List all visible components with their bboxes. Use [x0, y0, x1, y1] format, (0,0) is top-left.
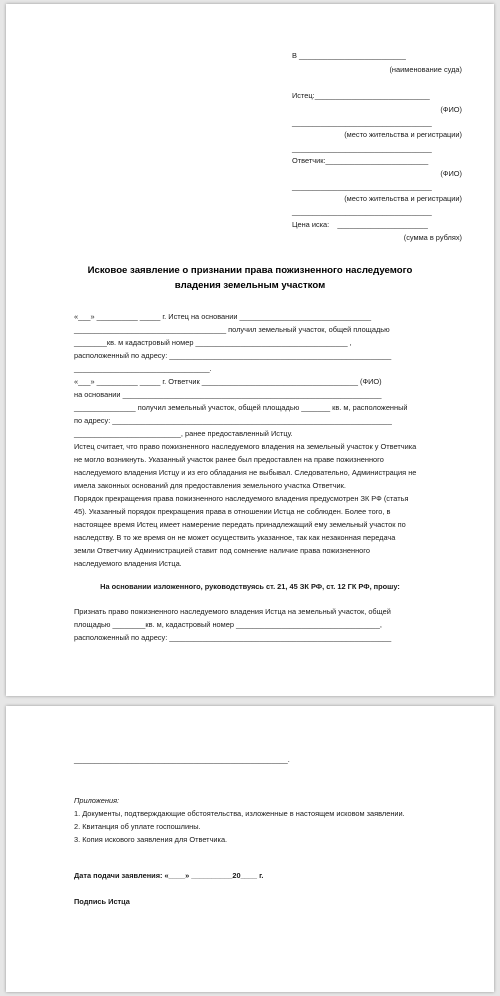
body-line: имела законных оснований для предоставления земельного участка Ответчик. — [74, 481, 346, 490]
document-title: Исковое заявление о признании права пожизненного наследуемого — [87, 265, 413, 276]
body-line: _______________ получил земельный участок, общей площадью _______ кв. м, расположенный — [74, 403, 408, 412]
plaintiff-line: Истец:____________________________ — [292, 91, 430, 100]
body-line: __________________________, ранее предоставленный Истцу. — [74, 429, 293, 438]
body-line: на основании _______________________________________________________________ — [74, 390, 382, 399]
defendant-line: Ответчик:_________________________ — [292, 156, 429, 165]
plaintiff-residence-caption: (место жительства и регистрации) — [344, 130, 462, 139]
body-line: «___» __________ _____ г. Истец на основании ________________________________ — [74, 312, 372, 321]
claim-price-line: Цена иска: ______________________ — [292, 220, 428, 229]
defendant-residence-caption: (место жительства и регистрации) — [344, 194, 462, 203]
body-line: Истец считает, что право пожизненного наследуемого владения на земельный участок у Ответчика — [74, 442, 417, 451]
continuation-line: ____________________________________________________. — [74, 755, 290, 764]
request-line: Признать право пожизненного наследуемого владения Истца на земельный участок, общей — [74, 607, 391, 616]
header-blank-line: __________________________________ — [292, 207, 432, 216]
header-blank-line: __________________________________ — [292, 118, 432, 127]
document-page-2 — [6, 706, 494, 992]
body-line: _____________________________________ получил земельный участок, общей площадью — [74, 325, 390, 334]
attachments-title: Приложения: — [74, 796, 120, 805]
body-line: «___» __________ _____ г. Ответчик ______________________________________ (ФИО) — [74, 377, 382, 386]
header-blank-line: __________________________________ — [292, 182, 432, 191]
request-line: площадью ________кв. м, кадастровый номер ___________________________________, — [74, 620, 382, 629]
attachment-item: 1. Документы, подтверждающие обстоятельства, изложенные в настоящем исковом заявлении. — [74, 809, 405, 818]
header-blank-line: __________________________________ — [292, 144, 432, 153]
body-line: наследству. В то же время он не может осуществить указанное, так как незаконная передача — [74, 533, 396, 542]
body-line: Порядок прекращения права пожизненного наследуемого владения предусмотрен ЗК РФ (статья — [74, 494, 409, 503]
plaintiff-signature: Подпись Истца — [74, 897, 130, 906]
court-line: В __________________________ — [292, 51, 406, 60]
defendant-fio-caption: (ФИО) — [440, 169, 462, 178]
body-line: 45). Указанный порядок прекращения права в отношении Истца не соблюден. Более того, в — [74, 507, 391, 516]
body-line: земли Ответчику Администрацией ставит под сомнение наличие права пожизненного — [74, 546, 370, 555]
court-caption: (наименование суда) — [389, 65, 462, 74]
claim-price-caption: (сумма в рублях) — [403, 233, 462, 242]
document-page-1 — [6, 4, 494, 696]
body-line: расположенный по адресу: ______________________________________________________ — [74, 351, 392, 360]
body-line: наследуемого владения Истцу и из его обладания не выбывал. Следовательно, Администрация не — [74, 468, 417, 477]
body-line: не могло возникнуть. Указанный участок ранее был предоставлен на праве пожизненного — [74, 455, 384, 464]
body-line: наследуемого владения Истца. — [74, 559, 182, 568]
body-line: _________________________________. — [74, 364, 212, 373]
basis-line: На основании изложенного, руководствуясь ст. 21, 45 ЗК РФ, ст. 12 ГК РФ, прошу: — [100, 582, 400, 591]
document-title-line-2: владения земельным участком — [174, 280, 326, 291]
body-line: по адресу: ____________________________________________________________________ — [74, 416, 392, 425]
attachment-item: 3. Копия искового заявления для Ответчика. — [74, 835, 228, 844]
attachment-item: 2. Квитанция об уплате госпошлины. — [74, 822, 201, 831]
body-line: настоящее время Истец имеет намерение передать принадлежащий ему земельный участок по — [74, 520, 406, 529]
body-line: ________кв. м кадастровый номер _____________________________________ , — [74, 338, 352, 347]
plaintiff-fio-caption: (ФИО) — [440, 105, 462, 114]
filing-date-line: Дата подачи заявления: «____» __________20____ г. — [74, 871, 264, 880]
request-line: расположенный по адресу: ______________________________________________________ — [74, 633, 392, 642]
